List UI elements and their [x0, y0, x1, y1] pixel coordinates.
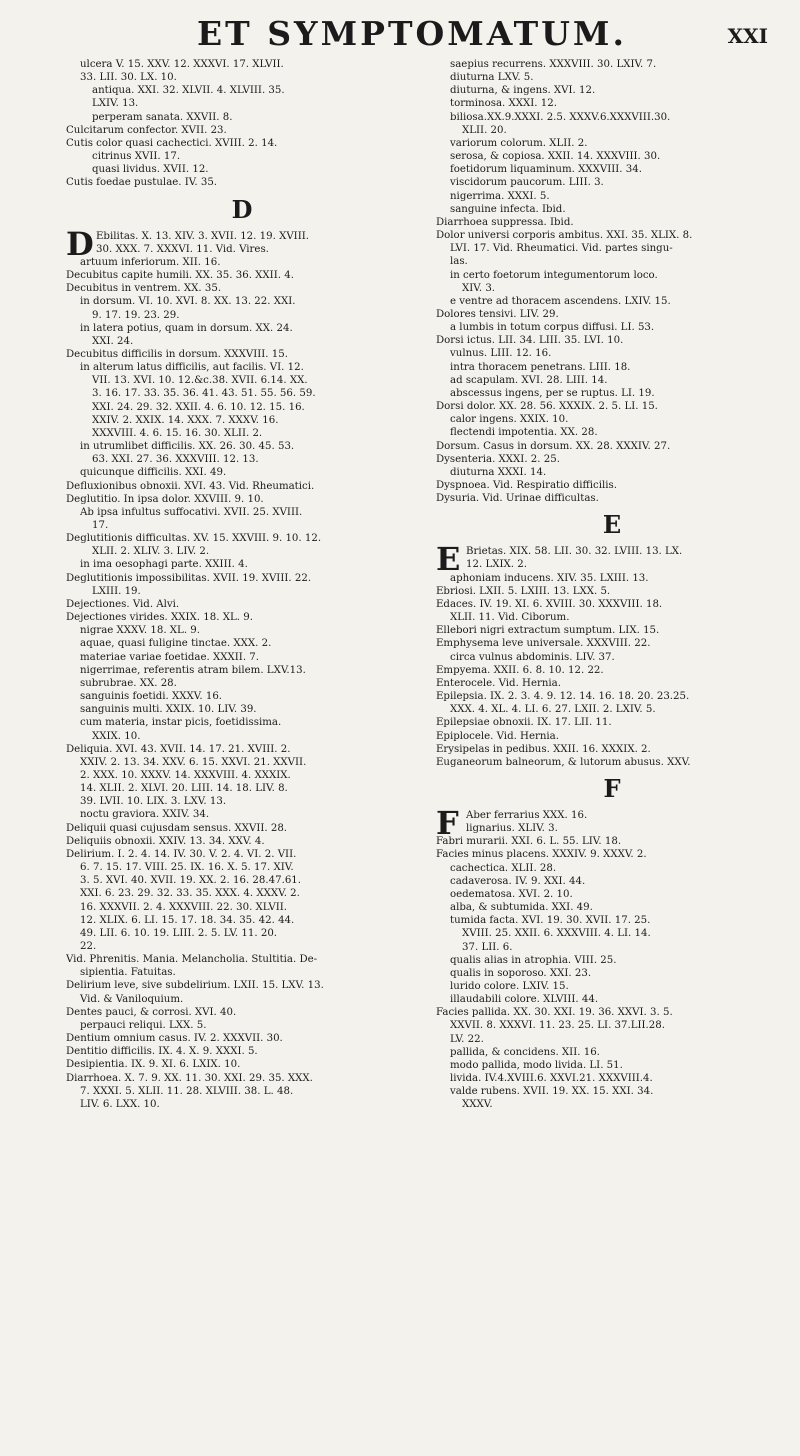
- index-line: Ebilitas. X. 13. XIV. 3. XVII. 12. 19. XVIII.: [96, 230, 309, 242]
- index-line: nigerrimae, referentis atram bilem. LXV.13.: [80, 664, 306, 676]
- index-line: cum materia, instar picis, foetidissima.: [80, 717, 282, 729]
- index-line: Dejectiones. Vid. Alvi.: [66, 598, 180, 610]
- index-line: Aber ferrarius XXX. 16.: [466, 809, 588, 821]
- index-line: Dysuria. Vid. Urinae difficultas.: [436, 493, 599, 505]
- index-line: LV. 22.: [450, 1033, 484, 1045]
- index-line: livida. IV.4.XVIII.6. XXVI.21. XXXVIII.4.: [450, 1073, 653, 1085]
- index-line: Dorsum. Casus in dorsum. XX. 28. XXXIV. 27.: [436, 440, 671, 452]
- index-line: Decubitus capite humili. XX. 35. 36. XXII. 4.: [66, 270, 294, 282]
- index-line: ad scapulam. XVI. 28. LIII. 14.: [450, 374, 608, 386]
- index-line: in alterum latus difficilis, aut facilis. VI. 12.: [80, 362, 304, 374]
- index-line: XXI. 6. 23. 29. 32. 33. 35. XXX. 4. XXXV. 2.: [80, 888, 300, 900]
- index-line: XXXVIII. 4. 6. 15. 16. 30. XLII. 2.: [92, 427, 263, 439]
- index-line: XLII. 11. Vid. Ciborum.: [450, 612, 570, 624]
- index-line: pallida, & concidens. XII. 16.: [450, 1046, 600, 1058]
- drop-cap-f: F: [436, 803, 459, 842]
- index-line: Brietas. XIX. 58. LII. 30. 32. LVIII. 13. LX.: [466, 546, 683, 558]
- index-line: XXXV.: [462, 1099, 493, 1111]
- index-line: 12. LXIX. 2.: [466, 559, 527, 571]
- section-letter-d: D: [231, 194, 253, 224]
- index-line: Ellebori nigri extractum sumptum. LIX. 15.: [436, 625, 660, 637]
- index-line: XLII. 2. XLIV. 3. LIV. 2.: [92, 546, 210, 558]
- index-line: Deliquiis obnoxii. XXIV. 13. 34. XXV. 4.: [66, 835, 265, 847]
- index-line: circa vulnus abdominis. LIV. 37.: [450, 651, 615, 663]
- index-line: Dyspnoea. Vid. Respiratio difficilis.: [436, 480, 617, 491]
- index-line: lurido colore. LXIV. 15.: [450, 981, 569, 992]
- left-column: [66, 58, 418, 1111]
- index-line: VII. 13. XVI. 10. 12.&c.38. XVII. 6.14. XX.: [92, 375, 308, 387]
- index-line: quasi lividus. XVII. 12.: [92, 164, 209, 176]
- index-line: Defluxionibus obnoxii. XVI. 43. Vid. Rheumatici.: [66, 480, 315, 492]
- index-line: 2. XXX. 10. XXXV. 14. XXXVIII. 4. XXXIX.: [80, 769, 291, 781]
- index-line: 16. XXXVII. 2. 4. XXXVIII. 22. 30. XLVII.: [80, 901, 287, 913]
- index-line: a lumbis in totum corpus diffusi. LI. 53.: [450, 322, 655, 334]
- index-line: qualis in soporoso. XXI. 23.: [450, 967, 592, 979]
- index-line: Cutis color quasi cachectici. XVIII. 2. 14.: [66, 137, 278, 149]
- index-line: XXI. 24.: [92, 335, 134, 347]
- index-line: aphoniam inducens. XIV. 35. LXIII. 13.: [450, 572, 649, 584]
- index-line: e ventre ad thoracem ascendens. LXIV. 15.: [450, 295, 671, 307]
- index-line: flectendi impotentia. XX. 28.: [450, 427, 598, 439]
- index-line: nigerrima. XXXI. 5.: [450, 190, 550, 202]
- drop-cap-e: E: [436, 540, 461, 579]
- index-line: Dolor universi corporis ambitus. XXI. 35. XLIX. 8.: [436, 230, 693, 242]
- index-line: in utrumlibet difficilis. XX. 26. 30. 45. 53.: [80, 441, 295, 453]
- index-line: Vid. Phrenitis. Mania. Melancholia. Stultitia. De-: [66, 954, 318, 966]
- index-line: 17.: [92, 520, 109, 531]
- index-line: intra thoracem penetrans. LIII. 18.: [450, 361, 631, 373]
- index-line: XXIX. 10.: [92, 730, 141, 742]
- index-line: Epiplocele. Vid. Hernia.: [436, 730, 559, 742]
- index-line: XXX. 4. XL. 4. LI. 6. 27. LXII. 2. LXIV. 5.: [450, 704, 656, 716]
- index-line: foetidorum liquaminum. XXXVIII. 34.: [450, 164, 642, 176]
- index-line: Deglutitionis difficultas. XV. 15. XXVIII. 9. 10. 12.: [66, 533, 322, 545]
- index-line: qualis alias in atrophia. VIII. 25.: [450, 954, 617, 966]
- index-line: XXI. 24. 29. 32. XXII. 4. 6. 10. 12. 15. 16.: [92, 401, 305, 413]
- index-line: Ab ipsa infultus suffocativi. XVII. 25. XVIII.: [80, 506, 303, 518]
- index-line: diuturna XXXI. 14.: [450, 466, 547, 478]
- index-line: Deglutitionis impossibilitas. XVII. 19. XVIII. 22.: [66, 572, 312, 584]
- index-line: LVI. 17. Vid. Rheumatici. Vid. partes singu-: [450, 243, 673, 255]
- index-line: LXIV. 13.: [92, 98, 139, 110]
- index-line: LXIII. 19.: [92, 585, 141, 597]
- index-line: cadaverosa. IV. 9. XXI. 44.: [450, 875, 586, 887]
- index-line: las.: [450, 256, 468, 268]
- index-line: serosa, & copiosa. XXII. 14. XXXVIII. 30.: [450, 151, 661, 163]
- index-line: oedematosa. XVI. 2. 10.: [450, 888, 573, 900]
- index-line: 37. LII. 6.: [462, 941, 513, 953]
- index-line: diuturna, & ingens. XVI. 12.: [450, 85, 596, 97]
- index-line: Deliquii quasi cujusdam sensus. XXVII. 28.: [66, 822, 288, 834]
- index-line: noctu graviora. XXIV. 34.: [80, 809, 210, 821]
- index-line: in dorsum. VI. 10. XVI. 8. XX. 13. 22. XXI.: [80, 296, 296, 308]
- index-line: LIV. 6. LXX. 10.: [80, 1098, 160, 1110]
- page-number: XXI: [727, 24, 768, 48]
- index-line: torminosa. XXXI. 12.: [450, 98, 557, 110]
- index-line: Delirium. I. 2. 4. 14. IV. 30. V. 2. 4. VI. 2. VII.: [66, 848, 297, 860]
- index-line: aquae, quasi fuligine tinctae. XXX. 2.: [80, 638, 272, 650]
- page-title: ET SYMPTOMATUM.: [197, 14, 627, 53]
- index-line: sipientia. Fatuitas.: [80, 967, 176, 979]
- index-line: 3. 16. 17. 33. 35. 36. 41. 43. 51. 55. 56. 59.: [92, 388, 316, 400]
- index-line: saepius recurrens. XXXVIII. 30. LXIV. 7.: [450, 59, 657, 70]
- index-line: XLII. 20.: [462, 124, 507, 136]
- index-line: XVIII. 25. XXII. 6. XXXVIII. 4. LI. 14.: [462, 928, 651, 940]
- section-letter-e: E: [602, 510, 622, 540]
- index-line: XIV. 3.: [462, 282, 496, 294]
- index-line: Fabri murarii. XXI. 6. L. 55. LIV. 18.: [436, 836, 622, 848]
- index-line: XXIV. 2. 13. 34. XXV. 6. 15. XXVI. 21. XXVII.: [80, 756, 307, 768]
- index-line: 6. 7. 15. 17. VIII. 25. IX. 16. X. 5. 17. XIV.: [80, 862, 294, 874]
- index-line: 14. XLII. 2. XLVI. 20. LIII. 14. 18. LIV. 8.: [80, 783, 288, 795]
- index-line: 7. XXXI. 5. XLII. 11. 28. XLVIII. 38. L. 48.: [80, 1085, 294, 1097]
- index-line: Vid. & Vaniloquium.: [80, 993, 184, 1005]
- index-line: biliosa.XX.9.XXXI. 2.5. XXXV.6.XXXVIII.30.: [450, 111, 671, 123]
- index-line: diuturna LXV. 5.: [450, 72, 534, 84]
- index-line: Culcitarum confector. XVII. 23.: [66, 124, 227, 136]
- index-line: sanguinis multi. XXIX. 10. LIV. 39.: [80, 704, 257, 716]
- index-line: variorum colorum. XLII. 2.: [450, 137, 588, 149]
- index-line: Euganeorum balneorum, & lutorum abusus. XXV.: [436, 756, 691, 768]
- index-line: nigrae XXXV. 18. XL. 9.: [80, 625, 201, 637]
- index-line: Desipientia. IX. 9. XI. 6. LXIX. 10.: [66, 1059, 241, 1071]
- index-line: 12. XLIX. 6. LI. 15. 17. 18. 34. 35. 42. 44.: [80, 914, 295, 926]
- index-line: ulcera V. 15. XXV. 12. XXXVI. 17. XLVII.: [80, 59, 284, 70]
- index-line: 39. LVII. 10. LIX. 3. LXV. 13.: [80, 796, 227, 808]
- right-column: [436, 58, 788, 1112]
- index-line: Decubitus difficilis in dorsum. XXXVIII. 15.: [66, 348, 288, 360]
- index-line: lignarius. XLIV. 3.: [466, 823, 558, 835]
- index-line: Decubitus in ventrem. XX. 35.: [66, 283, 222, 295]
- index-line: XXIV. 2. XXIX. 14. XXX. 7. XXXV. 16.: [92, 414, 279, 426]
- index-line: Emphysema leve universale. XXXVIII. 22.: [436, 638, 651, 650]
- index-line: Erysipelas in pedibus. XXII. 16. XXXIX. 2.: [436, 743, 651, 755]
- index-line: in certo foetorum integumentorum loco.: [450, 269, 658, 281]
- index-line: Dentes pauci, & corrosi. XVI. 40.: [66, 1006, 237, 1018]
- running-header: [0, 14, 800, 62]
- index-line: 30. XXX. 7. XXXVI. 11. Vid. Vires.: [96, 243, 269, 255]
- index-line: materiae variae foetidae. XXXII. 7.: [80, 651, 260, 663]
- index-line: Cutis foedae pustulae. IV. 35.: [66, 177, 218, 189]
- index-line: citrinus XVII. 17.: [92, 151, 181, 163]
- index-line: vulnus. LIII. 12. 16.: [450, 348, 552, 360]
- index-line: antiqua. XXI. 32. XLVII. 4. XLVIII. 35.: [92, 85, 285, 97]
- index-line: Dentitio difficilis. IX. 4. X. 9. XXXI. 5.: [66, 1046, 258, 1058]
- index-line: 63. XXI. 27. 36. XXXVIII. 12. 13.: [92, 454, 259, 466]
- section-letter-f: F: [603, 773, 621, 803]
- index-line: Dysenteria. XXXI. 2. 25.: [436, 453, 560, 465]
- index-line: calor ingens. XXIX. 10.: [450, 414, 569, 426]
- index-line: tumida facta. XVI. 19. 30. XVII. 17. 25.: [450, 915, 651, 927]
- index-line: sanguinis foetidi. XXXV. 16.: [80, 691, 223, 703]
- index-line: Deliquia. XVI. 43. XVII. 14. 17. 21. XVIII. 2.: [66, 743, 291, 755]
- index-line: Dolores tensivi. LIV. 29.: [436, 308, 559, 320]
- index-line: cachectica. XLII. 28.: [450, 862, 557, 874]
- drop-cap-d: D: [66, 224, 94, 263]
- index-line: alba, & subtumida. XXI. 49.: [450, 902, 593, 914]
- index-line: Diarrhoea suppressa. Ibid.: [436, 216, 574, 228]
- index-line: viscidorum paucorum. LIII. 3.: [450, 177, 604, 189]
- index-line: modo pallida, modo livida. LI. 51.: [450, 1059, 623, 1071]
- index-line: Delirium leve, sive subdelirium. LXII. 15. LXV. 13.: [66, 980, 324, 992]
- index-line: valde rubens. XVII. 19. XX. 15. XXI. 34.: [450, 1086, 654, 1098]
- index-line: quicunque difficilis. XXI. 49.: [80, 467, 227, 479]
- index-line: subrubrae. XX. 28.: [80, 677, 177, 689]
- index-line: Facies pallida. XX. 30. XXI. 19. 36. XXVI. 3. 5.: [436, 1007, 673, 1019]
- index-entries-c: [66, 58, 418, 190]
- index-entries-e: [436, 572, 788, 769]
- index-line: 49. LII. 6. 10. 19. LIII. 2. 5. LV. 11. 20.: [80, 927, 278, 939]
- index-line: Ebriosi. LXII. 5. LXIII. 13. LXX. 5.: [436, 585, 611, 597]
- index-entries-f: [436, 835, 788, 1111]
- index-line: Dentium omnium casus. IV. 2. XXXVII. 30.: [66, 1033, 283, 1045]
- index-line: Empyema. XXII. 6. 8. 10. 12. 22.: [436, 664, 604, 676]
- index-line: Dejectiones virides. XXIX. 18. XL. 9.: [66, 612, 253, 624]
- index-entries-d-cont: [436, 58, 788, 505]
- index-line: Diarrhoea. X. 7. 9. XX. 11. 30. XXI. 29. 35. XXX.: [66, 1072, 313, 1084]
- index-line: in ima oesophagi parte. XXIII. 4.: [80, 559, 248, 571]
- index-line: Edaces. IV. 19. XI. 6. XVIII. 30. XXXVIII. 18.: [436, 598, 663, 610]
- index-line: sanguine infecta. Ibid.: [450, 203, 566, 215]
- index-line: 22.: [80, 941, 97, 952]
- index-line: Dorsi ictus. LII. 34. LIII. 35. LVI. 10.: [436, 335, 624, 347]
- index-line: Facies minus placens. XXXIV. 9. XXXV. 2.: [436, 849, 647, 861]
- index-line: abscessus ingens, per se ruptus. LI. 19.: [450, 387, 655, 399]
- index-line: 3. 5. XVI. 40. XVII. 19. XX. 2. 16. 28.47.61.: [80, 875, 302, 887]
- index-line: 33. LII. 30. LX. 10.: [80, 72, 177, 84]
- index-line: Epilepsiae obnoxii. IX. 17. LII. 11.: [436, 717, 612, 729]
- index-line: Dorsi dolor. XX. 28. 56. XXXIX. 2. 5. LI. 15.: [436, 401, 658, 413]
- index-line: Enterocele. Vid. Hernia.: [436, 677, 561, 689]
- index-line: 9. 17. 19. 23. 29.: [92, 309, 180, 321]
- index-line: perperam sanata. XXVII. 8.: [92, 111, 233, 123]
- index-entries-d: [66, 256, 418, 1111]
- index-line: in latera potius, quam in dorsum. XX. 24.: [80, 322, 293, 334]
- index-line: XXVII. 8. XXXVI. 11. 23. 25. LI. 37.LII.28.: [450, 1020, 666, 1032]
- index-line: artuum inferiorum. XII. 16.: [80, 256, 221, 268]
- index-line: Deglutitio. In ipsa dolor. XXVIII. 9. 10.: [66, 493, 264, 505]
- index-line: perpauci reliqui. LXX. 5.: [80, 1019, 207, 1031]
- index-line: Epilepsia. IX. 2. 3. 4. 9. 12. 14. 16. 18. 20. 23.25.: [436, 691, 690, 703]
- index-line: illaudabili colore. XLVIII. 44.: [450, 994, 599, 1006]
